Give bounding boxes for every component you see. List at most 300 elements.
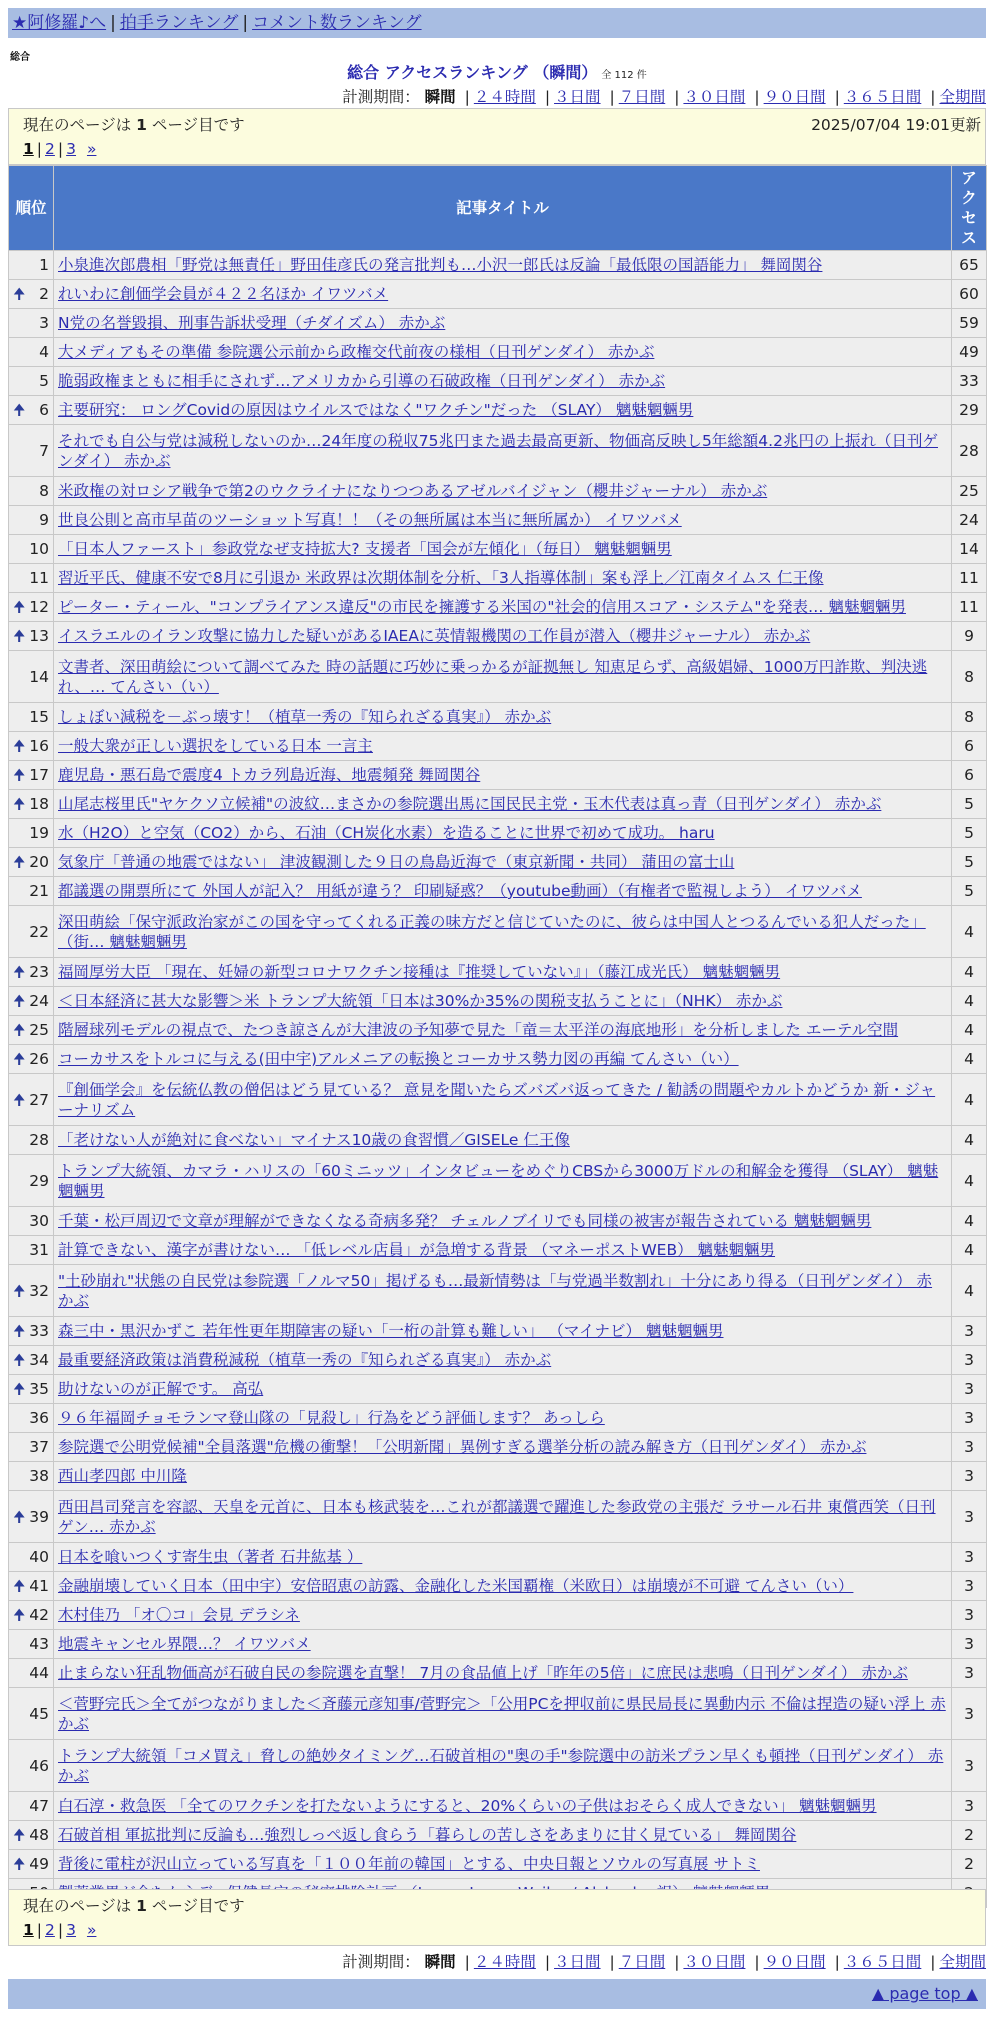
rank-number: 41 bbox=[29, 1577, 49, 1595]
nav-comment-ranking-link[interactable]: コメント数ランキング bbox=[252, 13, 422, 33]
rank-up-arrow-icon: 🠉 bbox=[13, 1606, 26, 1624]
article-title-link[interactable]: 千葉・松戸周辺で文章が理解ができなくなる奇病多発？ チェルノブイリでも同様の被害が報告されている 魑魅魍魎男 bbox=[58, 1212, 872, 1230]
rank-up-arrow-icon: 🠉 bbox=[13, 1577, 26, 1595]
pager-bottom: 1 | 2 | 3 » bbox=[23, 1921, 97, 1939]
period-label: 計測期間： bbox=[342, 88, 420, 106]
period-link-7d[interactable]: ７日間 bbox=[618, 1953, 666, 1971]
article-title-link[interactable]: 水（H2O）と空気（CO2）から、石油（CH炭化水素）を造ることに世界で初めて成功。 haru bbox=[58, 824, 715, 842]
rank-up-arrow-icon: 🠉 bbox=[13, 598, 26, 616]
access-count-cell: 3 bbox=[952, 1346, 987, 1375]
ranking-table bbox=[8, 165, 987, 1908]
rank-number: 13 bbox=[29, 627, 49, 645]
access-count-cell: 14 bbox=[952, 535, 987, 564]
article-title-link[interactable]: 山尾志桜里氏"ヤケクソ立候補"の波紋…まさかの参院選出馬に国民民主党・玉木代表は真っ青（日刊ゲンダイ） 赤かぶ bbox=[58, 795, 882, 813]
rank-number: 39 bbox=[29, 1507, 49, 1526]
rank-number: 45 bbox=[29, 1704, 49, 1723]
title-cell bbox=[54, 1074, 952, 1126]
rank-cell bbox=[9, 732, 54, 761]
table-row bbox=[9, 1155, 987, 1207]
rank-number: 14 bbox=[29, 667, 49, 686]
table-row bbox=[9, 1491, 987, 1543]
rank-number: 27 bbox=[29, 1090, 49, 1109]
title-cell bbox=[54, 848, 952, 877]
title-cell bbox=[54, 477, 952, 506]
article-title-link[interactable]: 止まらない狂乱物価高が石破自民の参院選を直撃！ 7月の食品値上げ「昨年の5倍」に庶民は悲鳴（日刊ゲンダイ） 赤かぶ bbox=[58, 1664, 908, 1682]
article-title-link[interactable]: 米政権の対ロシア戦争で第2のウクライナになりつつあるアゼルバイジャン（櫻井ジャーナル） 赤かぶ bbox=[58, 482, 768, 500]
title-cell bbox=[54, 1821, 952, 1850]
ranking-table-body bbox=[9, 251, 987, 1908]
access-count-cell: 4 bbox=[952, 987, 987, 1016]
rank-up-arrow-icon: 🠉 bbox=[13, 853, 26, 871]
article-title-link[interactable]: 助けないのが正解です。 高弘 bbox=[58, 1380, 264, 1398]
access-column-header: アクセス bbox=[952, 166, 987, 251]
table-row bbox=[9, 877, 987, 906]
period-link-all[interactable]: 全期間 bbox=[939, 88, 986, 106]
rank-number: 8 bbox=[39, 482, 49, 500]
access-count-cell: 33 bbox=[952, 367, 987, 396]
period-link-90d[interactable]: ９０日間 bbox=[763, 88, 826, 106]
nav-separator: | bbox=[110, 13, 116, 33]
article-title-link[interactable]: ９６年福岡チョモランマ登山隊の「見殺し」行為をどう評価します？ あっしら bbox=[58, 1409, 605, 1427]
article-title-link[interactable]: 『創価学会』を伝統仏教の僧侶はどう見ている？ 意見を聞いたらズバズバ返ってきた / 勧誘の問題やカルトかどうか 新・ジャーナリズム bbox=[58, 1080, 936, 1119]
page-top-link[interactable]: ▲ page top ▲ bbox=[871, 1984, 978, 2003]
total-count: 全 112 件 bbox=[601, 70, 647, 81]
title-cell bbox=[54, 1659, 952, 1688]
rank-up-arrow-icon: 🠉 bbox=[13, 285, 26, 303]
rank-number: 44 bbox=[29, 1664, 49, 1682]
rank-number: 30 bbox=[29, 1212, 49, 1230]
title-cell bbox=[54, 1740, 952, 1792]
title-cell bbox=[54, 1265, 952, 1317]
access-count-cell: 11 bbox=[952, 564, 987, 593]
table-row bbox=[9, 535, 987, 564]
pager-link-3[interactable]: 3 bbox=[66, 140, 77, 158]
rank-number: 5 bbox=[39, 372, 49, 390]
rank-cell bbox=[9, 877, 54, 906]
access-count-cell: 3 bbox=[952, 1543, 987, 1572]
rank-up-arrow-icon: 🠉 bbox=[13, 1826, 26, 1844]
table-row bbox=[9, 906, 987, 958]
rank-cell bbox=[9, 1016, 54, 1045]
access-count-cell: 3 bbox=[952, 1630, 987, 1659]
article-title-link[interactable]: 森三中・黒沢かずこ 若年性更年期障害の疑い「一桁の計算も難しい」 （マイナビ） 魑魅魍魎男 bbox=[58, 1322, 724, 1340]
access-count-cell: 3 bbox=[952, 1659, 987, 1688]
rank-cell bbox=[9, 1543, 54, 1572]
period-current: 瞬間 bbox=[424, 88, 456, 106]
title-cell bbox=[54, 622, 952, 651]
period-current: 瞬間 bbox=[424, 1953, 456, 1971]
page-info-top bbox=[8, 108, 986, 165]
title-cell bbox=[54, 309, 952, 338]
table-row bbox=[9, 1740, 987, 1792]
table-row bbox=[9, 848, 987, 877]
rank-number: 37 bbox=[29, 1438, 49, 1456]
table-row bbox=[9, 1207, 987, 1236]
title-cell bbox=[54, 1404, 952, 1433]
pager-link-2[interactable]: 2 bbox=[45, 1921, 55, 1939]
article-title-link[interactable]: それでも自公与党は減税しないのか…24年度の税収75兆円また過去最高更新、物価高反映し5年総額4.2兆円の上振れ（日刊ゲンダイ） 赤かぶ bbox=[58, 431, 938, 470]
article-title-link[interactable]: ピーター・ティール、"コンプライアンス違反"の市民を擁護する米国の"社会的信用スコア・システム"を発表… 魑魅魍魎男 bbox=[58, 598, 906, 616]
table-row bbox=[9, 703, 987, 732]
article-title-link[interactable]: ＜日本経済に甚大な影響＞米 トランプ大統領「日本は30%か35%の関税支払うことに」（NHK） 赤かぶ bbox=[58, 992, 783, 1010]
rank-number: 47 bbox=[29, 1797, 49, 1815]
rank-up-arrow-icon: 🠉 bbox=[13, 963, 26, 981]
rank-number: 29 bbox=[29, 1171, 49, 1190]
period-link-all[interactable]: 全期間 bbox=[939, 1953, 986, 1971]
title-cell bbox=[54, 1792, 952, 1821]
title-cell bbox=[54, 1155, 952, 1207]
rank-cell bbox=[9, 564, 54, 593]
article-title-link[interactable]: 参院選で公明党候補"全員落選"危機の衝撃！「公明新聞」異例すぎる選挙分析の読み解き方（日刊ゲンダイ） 赤かぶ bbox=[58, 1438, 867, 1456]
rank-cell bbox=[9, 367, 54, 396]
title-cell bbox=[54, 338, 952, 367]
article-title-link[interactable]: 地震キャンセル界隈…？ イワツバメ bbox=[58, 1635, 311, 1653]
table-row bbox=[9, 593, 987, 622]
article-title-link[interactable]: 西田昌司発言を容認、天皇を元首に、日本も核武装を…これが都議選で躍進した参政党の主張だ ラサール石井 東償西笑（日刊ゲン… 赤かぶ bbox=[58, 1497, 936, 1536]
rank-cell bbox=[9, 1850, 54, 1879]
access-count-cell: 2 bbox=[952, 1821, 987, 1850]
rank-cell bbox=[9, 1207, 54, 1236]
title-cell bbox=[54, 1572, 952, 1601]
article-title-link[interactable]: イスラエルのイラン攻撃に協力した疑いがあるIAEAに英情報機関の工作員が潜入（櫻井ジャーナル） 赤かぶ bbox=[58, 627, 811, 645]
table-row bbox=[9, 622, 987, 651]
rank-cell bbox=[9, 593, 54, 622]
access-count-cell: 3 bbox=[952, 1572, 987, 1601]
title-cell bbox=[54, 877, 952, 906]
table-row bbox=[9, 338, 987, 367]
pager-next-link[interactable]: » bbox=[86, 1921, 97, 1939]
access-count-cell: 4 bbox=[952, 1045, 987, 1074]
nav-home-link[interactable]: ★阿修羅♪へ bbox=[12, 13, 107, 33]
article-title-link[interactable]: N党の名誉毀損、刑事告訴状受理（チダイズム） 赤かぶ bbox=[58, 314, 446, 332]
table-row bbox=[9, 309, 987, 338]
access-count-cell: 3 bbox=[952, 1433, 987, 1462]
rank-number: 18 bbox=[29, 795, 49, 813]
page-info-bottom bbox=[8, 1889, 986, 1946]
article-title-link[interactable]: 「老けない人が絶対に食べない」マイナス10歳の食習慣／GISELe 仁王像 bbox=[58, 1131, 570, 1149]
article-title-link[interactable]: ＜菅野完氏＞全てがつながりました＜斉藤元彦知事/菅野完＞「公用PCを押収前に県民局長に異動内示 不倫は捏造の疑い浮上 赤かぶ bbox=[58, 1694, 946, 1733]
rank-cell bbox=[9, 477, 54, 506]
rank-up-arrow-icon: 🠉 bbox=[13, 795, 26, 813]
article-title-link[interactable]: 大メディアもその準備 参院選公示前から政権交代前夜の様相（日刊ゲンダイ） 赤かぶ bbox=[58, 343, 655, 361]
article-title-link[interactable]: 「日本人ファースト」参政党なぜ支持拡大? 支援者「国会が左傾化」（毎日） 魑魅魍魎男 bbox=[58, 540, 672, 558]
article-title-link[interactable]: 背後に電柱が沢山立っている写真を「１００年前の韓国」とする、中央日報とソウルの写真展 サトミ bbox=[58, 1855, 760, 1873]
rank-cell bbox=[9, 1740, 54, 1792]
rank-cell bbox=[9, 280, 54, 309]
article-title-link[interactable]: 一般大衆が正しい選択をしている日本 一言主 bbox=[58, 737, 373, 755]
rank-up-arrow-icon: 🠉 bbox=[13, 1507, 26, 1526]
access-count-cell: 3 bbox=[952, 1601, 987, 1630]
rank-number: 26 bbox=[29, 1050, 49, 1068]
access-count-cell: 2 bbox=[952, 1850, 987, 1879]
access-count-cell: 5 bbox=[952, 848, 987, 877]
access-count-cell: 4 bbox=[952, 1155, 987, 1207]
rank-cell bbox=[9, 1375, 54, 1404]
rank-number: 10 bbox=[29, 540, 49, 558]
title-cell bbox=[54, 1433, 952, 1462]
access-count-cell: 65 bbox=[952, 251, 987, 280]
page-info-text: 現在のページは 1 ページ目です bbox=[23, 116, 245, 134]
table-row bbox=[9, 1045, 987, 1074]
article-title-link[interactable]: 習近平氏、健康不安で8月に引退か 米政界は次期体制を分析、「3人指導体制」案も浮上／江南タイムス 仁王像 bbox=[58, 569, 824, 587]
rank-cell bbox=[9, 906, 54, 958]
article-title-link[interactable]: 主要研究： ロングCovidの原因はウイルスではなく"ワクチン"だった （SLAY） 魑魅魍魎男 bbox=[58, 401, 694, 419]
pager-link-2[interactable]: 2 bbox=[45, 140, 55, 158]
rank-number: 46 bbox=[29, 1756, 49, 1775]
access-count-cell: 5 bbox=[952, 790, 987, 819]
period-link-24h[interactable]: ２４時間 bbox=[473, 88, 536, 106]
access-count-cell: 60 bbox=[952, 280, 987, 309]
period-link-90d[interactable]: ９０日間 bbox=[763, 1953, 826, 1971]
rank-cell bbox=[9, 1126, 54, 1155]
rank-number: 6 bbox=[39, 401, 49, 419]
rank-cell bbox=[9, 848, 54, 877]
title-cell bbox=[54, 506, 952, 535]
access-count-cell: 24 bbox=[952, 506, 987, 535]
article-title-link[interactable]: 西山孝四郎 中川隆 bbox=[58, 1467, 187, 1485]
rank-cell bbox=[9, 761, 54, 790]
access-count-cell: 4 bbox=[952, 1126, 987, 1155]
article-title-link[interactable]: 小泉進次郎農相「野党は無責任」野田佳彦氏の発言批判も…小沢一郎氏は反論「最低限の国語能力」 舞岡関谷 bbox=[58, 256, 823, 274]
table-row bbox=[9, 1317, 987, 1346]
rank-number: 4 bbox=[39, 343, 49, 361]
access-count-cell: 25 bbox=[952, 477, 987, 506]
category-label: 総合 bbox=[10, 52, 30, 63]
rank-cell bbox=[9, 622, 54, 651]
period-link-24h[interactable]: ２４時間 bbox=[473, 1953, 536, 1971]
period-label: 計測期間： bbox=[342, 1953, 420, 1971]
rank-up-arrow-icon: 🠉 bbox=[13, 766, 26, 784]
rank-number: 1 bbox=[39, 256, 49, 274]
article-title-link[interactable]: "土砂崩れ"状態の自民党は参院選「ノルマ50」掲げるも…最新情勢は「与党過半数割れ」十分にあり得る（日刊ゲンダイ） 赤かぶ bbox=[58, 1271, 933, 1310]
rank-cell bbox=[9, 1074, 54, 1126]
title-cell bbox=[54, 251, 952, 280]
rank-cell bbox=[9, 309, 54, 338]
table-row bbox=[9, 987, 987, 1016]
article-title-link[interactable]: 石破首相 軍拡批判に反論も…強烈しっぺ返し食らう「暮らしの苦しさをあまりに甘く見ている」 舞岡関谷 bbox=[58, 1826, 797, 1844]
article-title-link[interactable]: 深田萌絵「保守派政治家がこの国を守ってくれる正義の味方だと信じていたのに、彼らは中国人とつるんでいる犯人だった」（街… 魑魅魍魎男 bbox=[58, 912, 926, 951]
title-cell bbox=[54, 1236, 952, 1265]
rank-number: 22 bbox=[29, 922, 49, 941]
rank-number: 28 bbox=[29, 1131, 49, 1149]
table-row bbox=[9, 1462, 987, 1491]
article-title-link[interactable]: 階層球列モデルの視点で、たつき諒さんが大津波の予知夢で見た「竜＝太平洋の海底地形」を分析しました エーテル空間 bbox=[58, 1021, 899, 1039]
rank-cell bbox=[9, 790, 54, 819]
table-row bbox=[9, 790, 987, 819]
title-cell bbox=[54, 564, 952, 593]
rank-number: 49 bbox=[29, 1855, 49, 1873]
access-count-cell: 49 bbox=[952, 338, 987, 367]
access-count-cell: 4 bbox=[952, 906, 987, 958]
period-link-30d[interactable]: ３０日間 bbox=[683, 1953, 746, 1971]
rank-number: 11 bbox=[29, 569, 49, 587]
rank-cell bbox=[9, 1792, 54, 1821]
article-title-link[interactable]: 計算できない、漢字が書けない… 「低レベル店員」が急増する背景 （マネーポストWEB） 魑魅魍魎男 bbox=[58, 1241, 776, 1259]
access-count-cell: 28 bbox=[952, 425, 987, 477]
pager-next-link[interactable]: » bbox=[86, 140, 97, 158]
rank-cell bbox=[9, 1346, 54, 1375]
article-title-link[interactable]: 文書者、深田萌絵について調べてみた 時の話題に巧妙に乗っかるが証拠無し 知恵足らず、高級娼婦、1000万円詐欺、判決逃れ、… てんさい（い） bbox=[58, 657, 928, 696]
table-row bbox=[9, 1688, 987, 1740]
table-row bbox=[9, 367, 987, 396]
access-count-cell: 4 bbox=[952, 1236, 987, 1265]
rank-cell bbox=[9, 535, 54, 564]
rank-up-arrow-icon: 🠉 bbox=[13, 992, 26, 1010]
access-count-cell: 4 bbox=[952, 1074, 987, 1126]
rank-up-arrow-icon: 🠉 bbox=[13, 401, 26, 419]
rank-up-arrow-icon: 🠉 bbox=[13, 1855, 26, 1873]
period-link-365d[interactable]: ３６５日間 bbox=[843, 1953, 922, 1971]
rank-number: 15 bbox=[29, 708, 49, 726]
period-link-365d[interactable]: ３６５日間 bbox=[843, 88, 922, 106]
table-row bbox=[9, 1792, 987, 1821]
period-link-3d[interactable]: ３日間 bbox=[554, 88, 601, 106]
rank-cell bbox=[9, 1317, 54, 1346]
article-title-link[interactable]: 日本を喰いつくす寄生虫（著者 石井紘基 ） bbox=[58, 1548, 363, 1566]
period-link-30d[interactable]: ３０日間 bbox=[683, 88, 746, 106]
period-link-7d[interactable]: ７日間 bbox=[618, 88, 666, 106]
rank-cell bbox=[9, 1155, 54, 1207]
pager-top: 1 | 2 | 3 » bbox=[23, 140, 97, 158]
rank-number: 16 bbox=[29, 737, 49, 755]
title-cell bbox=[54, 651, 952, 703]
title-cell bbox=[54, 1016, 952, 1045]
page-title-text: 総合 アクセスランキング （瞬間） bbox=[347, 63, 598, 82]
rank-cell bbox=[9, 1821, 54, 1850]
rank-number: 34 bbox=[29, 1351, 49, 1369]
rank-cell bbox=[9, 987, 54, 1016]
article-title-link[interactable]: 世良公則と高市早苗のツーショット写真！！（その無所属は本当に無所属か） イワツバメ bbox=[58, 511, 682, 529]
title-cell bbox=[54, 732, 952, 761]
title-cell bbox=[54, 1850, 952, 1879]
table-row bbox=[9, 1375, 987, 1404]
title-cell bbox=[54, 1601, 952, 1630]
rank-cell bbox=[9, 703, 54, 732]
article-title-link[interactable]: 金融崩壊していく日本（田中宇）安倍昭恵の訪露、金融化した米国覇権（米欧日）は崩壊が不可避 てんさい（い） bbox=[58, 1577, 854, 1595]
article-title-link[interactable]: コーカサスをトルコに与える(田中宇)アルメニアの転換とコーカサス勢力図の再編 てんさい（い） bbox=[58, 1050, 739, 1068]
access-count-cell: 3 bbox=[952, 1491, 987, 1543]
table-row bbox=[9, 506, 987, 535]
article-title-link[interactable]: トランプ大統領「コメ買え」脅しの絶妙タイミング…石破首相の"奥の手"参院選中の訪米プラン早くも頓挫（日刊ゲンダイ） 赤かぶ bbox=[58, 1746, 944, 1785]
table-row bbox=[9, 1346, 987, 1375]
rank-number: 3 bbox=[39, 314, 49, 332]
rank-cell bbox=[9, 958, 54, 987]
table-row bbox=[9, 1821, 987, 1850]
rank-number: 24 bbox=[29, 992, 49, 1010]
rank-number: 43 bbox=[29, 1635, 49, 1653]
title-cell bbox=[54, 1207, 952, 1236]
rank-number: 40 bbox=[29, 1548, 49, 1566]
article-title-link[interactable]: れいわに創価学会員が４２２名ほか イワツバメ bbox=[58, 285, 389, 303]
table-row bbox=[9, 1404, 987, 1433]
rank-cell bbox=[9, 651, 54, 703]
access-count-cell: 4 bbox=[952, 1207, 987, 1236]
article-title-link[interactable]: 鹿児島・悪石島で震度4 トカラ列島近海、地震頻発 舞岡関谷 bbox=[58, 766, 481, 784]
rank-cell bbox=[9, 819, 54, 848]
rank-column-header: 順位 bbox=[9, 166, 54, 251]
rank-cell bbox=[9, 1572, 54, 1601]
title-cell bbox=[54, 1126, 952, 1155]
article-title-link[interactable]: 都議選の開票所にて 外国人が記入？ 用紙が違う？ 印刷疑惑？（youtube動画）（有権者で監視しよう） イワツバメ bbox=[58, 882, 862, 900]
rank-up-arrow-icon: 🠉 bbox=[13, 1050, 26, 1068]
rank-number: 25 bbox=[29, 1021, 49, 1039]
table-row bbox=[9, 396, 987, 425]
rank-number: 48 bbox=[29, 1826, 49, 1844]
page-title bbox=[8, 62, 986, 87]
pager-link-3[interactable]: 3 bbox=[66, 1921, 77, 1939]
rank-cell bbox=[9, 506, 54, 535]
nav-clap-ranking-link[interactable]: 拍手ランキング bbox=[119, 13, 239, 33]
article-title-link[interactable]: 脆弱政権まともに相手にされず…アメリカから引導の石破政権（日刊ゲンダイ） 赤かぶ bbox=[58, 372, 666, 390]
title-cell bbox=[54, 761, 952, 790]
title-cell bbox=[54, 367, 952, 396]
period-link-3d[interactable]: ３日間 bbox=[554, 1953, 601, 1971]
rank-cell bbox=[9, 396, 54, 425]
rank-up-arrow-icon: 🠉 bbox=[13, 737, 26, 755]
article-title-link[interactable]: 最重要経済政策は消費税減税（植草一秀の『知られざる真実』） 赤かぶ bbox=[58, 1351, 552, 1369]
rank-cell bbox=[9, 1462, 54, 1491]
footer-bar bbox=[8, 1979, 986, 2009]
article-title-link[interactable]: トランプ大統領、カマラ・ハリスの「60ミニッツ」インタビューをめぐりCBSから3000万ドルの和解金を獲得 （SLAY） 魑魅魍魎男 bbox=[58, 1161, 939, 1200]
article-title-link[interactable]: しょぼい減税を－ぶっ壊す！（植草一秀の『知られざる真実』） 赤かぶ bbox=[58, 708, 552, 726]
access-count-cell: 3 bbox=[952, 1462, 987, 1491]
rank-cell bbox=[9, 425, 54, 477]
access-count-cell: 59 bbox=[952, 309, 987, 338]
rank-number: 32 bbox=[29, 1281, 49, 1300]
rank-number: 38 bbox=[29, 1467, 49, 1485]
rank-up-arrow-icon: 🠉 bbox=[13, 1380, 26, 1398]
rank-up-arrow-icon: 🠉 bbox=[13, 627, 26, 645]
access-count-cell: 5 bbox=[952, 877, 987, 906]
rank-cell bbox=[9, 1236, 54, 1265]
rank-number: 7 bbox=[39, 441, 49, 460]
title-cell bbox=[54, 425, 952, 477]
current-page-number: 1 bbox=[136, 1897, 147, 1915]
title-cell bbox=[54, 593, 952, 622]
table-row bbox=[9, 1572, 987, 1601]
rank-cell bbox=[9, 1433, 54, 1462]
rank-cell bbox=[9, 1630, 54, 1659]
access-count-cell: 9 bbox=[952, 622, 987, 651]
access-count-cell: 29 bbox=[952, 396, 987, 425]
page-info-text: 現在のページは 1 ページ目です bbox=[23, 1897, 245, 1915]
access-count-cell: 4 bbox=[952, 1265, 987, 1317]
article-title-link[interactable]: 気象庁「普通の地震ではない」 津波観測した９日の鳥島近海で（東京新聞・共同） 蒲田の富士山 bbox=[58, 853, 735, 871]
rank-cell bbox=[9, 338, 54, 367]
table-row bbox=[9, 251, 987, 280]
table-row bbox=[9, 1601, 987, 1630]
article-title-link[interactable]: 白石淳・救急医 「全てのワクチンを打たないようにすると、20%くらいの子供はおそらく成人できない」 魑魅魍魎男 bbox=[58, 1797, 877, 1815]
article-title-link[interactable]: 福岡厚労大臣 「現在、妊婦の新型コロナワクチン接種は『推奨していない』」（藤江成光氏） 魑魅魍魎男 bbox=[58, 963, 781, 981]
table-row bbox=[9, 651, 987, 703]
access-count-cell: 3 bbox=[952, 1375, 987, 1404]
rank-up-arrow-icon: 🠉 bbox=[13, 1090, 26, 1109]
title-cell bbox=[54, 819, 952, 848]
table-row bbox=[9, 1236, 987, 1265]
title-cell bbox=[54, 790, 952, 819]
access-count-cell: 5 bbox=[952, 819, 987, 848]
rank-number: 33 bbox=[29, 1322, 49, 1340]
table-row bbox=[9, 1543, 987, 1572]
article-title-link[interactable]: 木村佳乃 「オ〇コ」会見 デラシネ bbox=[58, 1606, 300, 1624]
table-row bbox=[9, 819, 987, 848]
rank-up-arrow-icon: 🠉 bbox=[13, 1322, 26, 1340]
title-cell bbox=[54, 1045, 952, 1074]
rank-number: 12 bbox=[29, 598, 49, 616]
table-row bbox=[9, 564, 987, 593]
table-row bbox=[9, 1074, 987, 1126]
table-row bbox=[9, 1433, 987, 1462]
